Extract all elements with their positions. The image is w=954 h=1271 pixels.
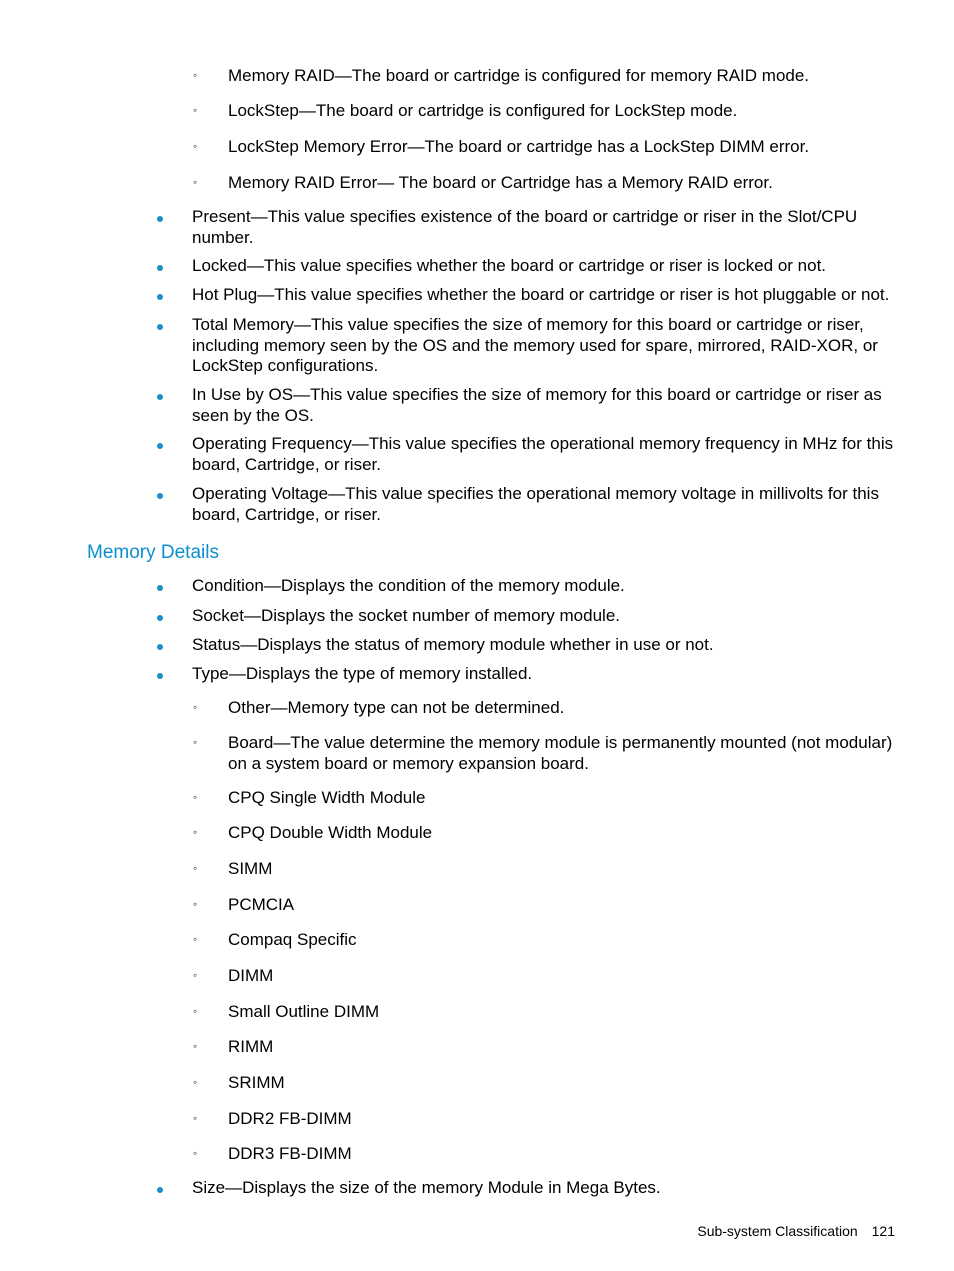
sub-list-item: DDR2 FB-DIMM bbox=[228, 1109, 352, 1128]
sub-bullet-marker: ◦ bbox=[193, 825, 198, 839]
bullet-list-item: Present—This value specifies existence of the board or cartridge or riser in the Slot/CPU number. bbox=[192, 207, 858, 247]
sub-list-item: DIMM bbox=[228, 966, 274, 985]
sub-list-item: Other—Memory type can not be determined. bbox=[228, 698, 565, 717]
bullet-marker bbox=[155, 288, 165, 298]
bullet-list-item: Size—Displays the size of the memory Module in Mega Bytes. bbox=[192, 1178, 661, 1197]
bullet-marker bbox=[155, 1181, 165, 1191]
sub-bullet-marker: ◦ bbox=[193, 861, 198, 875]
sub-bullet-marker: ◦ bbox=[193, 139, 198, 153]
sub-list-item: DDR3 FB-DIMM bbox=[228, 1144, 352, 1163]
sub-bullet-marker: ◦ bbox=[193, 175, 198, 189]
sub-bullet-marker: ◦ bbox=[193, 103, 198, 117]
bullet-list-item: Condition—Displays the condition of the memory module. bbox=[192, 576, 625, 595]
sub-list-item: Memory RAID Error— The board or Cartridge has a Memory RAID error. bbox=[228, 173, 773, 192]
sub-bullet-marker: ◦ bbox=[193, 1146, 198, 1160]
page-footer bbox=[697, 1222, 895, 1240]
bullet-list-item: Locked—This value specifies whether the board or cartridge or riser is locked or not. bbox=[192, 256, 827, 275]
sub-bullet-marker: ◦ bbox=[193, 1111, 198, 1125]
sub-bullet-marker: ◦ bbox=[193, 932, 198, 946]
sub-bullet-marker: ◦ bbox=[193, 68, 198, 82]
sub-list-item: Compaq Specific bbox=[228, 930, 357, 949]
sub-list-item: PCMCIA bbox=[228, 895, 295, 914]
bullet-list-item: Hot Plug—This value specifies whether the board or cartridge or riser is hot pluggable or not. bbox=[192, 285, 890, 304]
bullet-list-item: Operating Voltage—This value specifies the operational memory voltage in millivolts for this board, Cartridge, or riser. bbox=[192, 484, 879, 524]
footer-section-name: Sub-system Classification bbox=[697, 1223, 858, 1239]
sub-list-item: Memory RAID—The board or cartridge is configured for memory RAID mode. bbox=[228, 66, 810, 85]
sub-bullet-marker: ◦ bbox=[193, 1075, 198, 1089]
bullet-marker bbox=[155, 638, 165, 648]
sub-list-item: CPQ Double Width Module bbox=[228, 823, 433, 842]
bullet-list-item: Status—Displays the status of memory module whether in use or not. bbox=[192, 635, 714, 654]
sub-list-item: LockStep Memory Error—The board or cartridge has a LockStep DIMM error. bbox=[228, 137, 810, 156]
bullet-list-item: Operating Frequency—This value specifies the operational memory frequency in MHz for this board, Cartridge, or riser. bbox=[192, 434, 894, 474]
bullet-list-item: In Use by OS—This value specifies the size of memory for this board or cartridge or riser as seen by the OS. bbox=[192, 385, 882, 425]
sub-list-item: LockStep—The board or cartridge is configured for LockStep mode. bbox=[228, 101, 738, 120]
bullet-marker bbox=[155, 609, 165, 619]
sub-list-item: Small Outline DIMM bbox=[228, 1002, 380, 1021]
sub-bullet-marker: ◦ bbox=[193, 897, 198, 911]
sub-bullet-marker: ◦ bbox=[193, 790, 198, 804]
sub-bullet-marker: ◦ bbox=[193, 700, 198, 714]
bullet-marker bbox=[155, 437, 165, 447]
bullet-marker bbox=[155, 667, 165, 677]
sub-bullet-marker: ◦ bbox=[193, 735, 198, 749]
bullet-marker bbox=[155, 388, 165, 398]
sub-list-item: RIMM bbox=[228, 1037, 274, 1056]
sub-bullet-marker: ◦ bbox=[193, 1004, 198, 1018]
bullet-marker bbox=[155, 210, 165, 220]
bullet-list-item: Total Memory—This value specifies the size of memory for this board or cartridge or riser, including memory seen by the OS and the memory used for spare, mirrored, RAID-XOR, or LockStep configurations. bbox=[192, 315, 878, 375]
sub-list-item: CPQ Single Width Module bbox=[228, 788, 426, 807]
bullet-marker bbox=[155, 579, 165, 589]
bullet-marker bbox=[155, 259, 165, 269]
sub-list-item: Board—The value determine the memory module is permanently mounted (not modular) on a system board or memory expansion board. bbox=[228, 733, 893, 773]
sub-bullet-marker: ◦ bbox=[193, 968, 198, 982]
section-heading: Memory Details bbox=[87, 542, 219, 563]
bullet-marker bbox=[155, 487, 165, 497]
sub-list-item: SRIMM bbox=[228, 1073, 285, 1092]
bullet-list-item: Type—Displays the type of memory installed. bbox=[192, 664, 533, 683]
sub-list-item: SIMM bbox=[228, 859, 273, 878]
page-number: 121 bbox=[871, 1223, 895, 1239]
bullet-marker bbox=[155, 318, 165, 328]
sub-bullet-marker: ◦ bbox=[193, 1039, 198, 1053]
bullet-list-item: Socket—Displays the socket number of memory module. bbox=[192, 606, 621, 625]
